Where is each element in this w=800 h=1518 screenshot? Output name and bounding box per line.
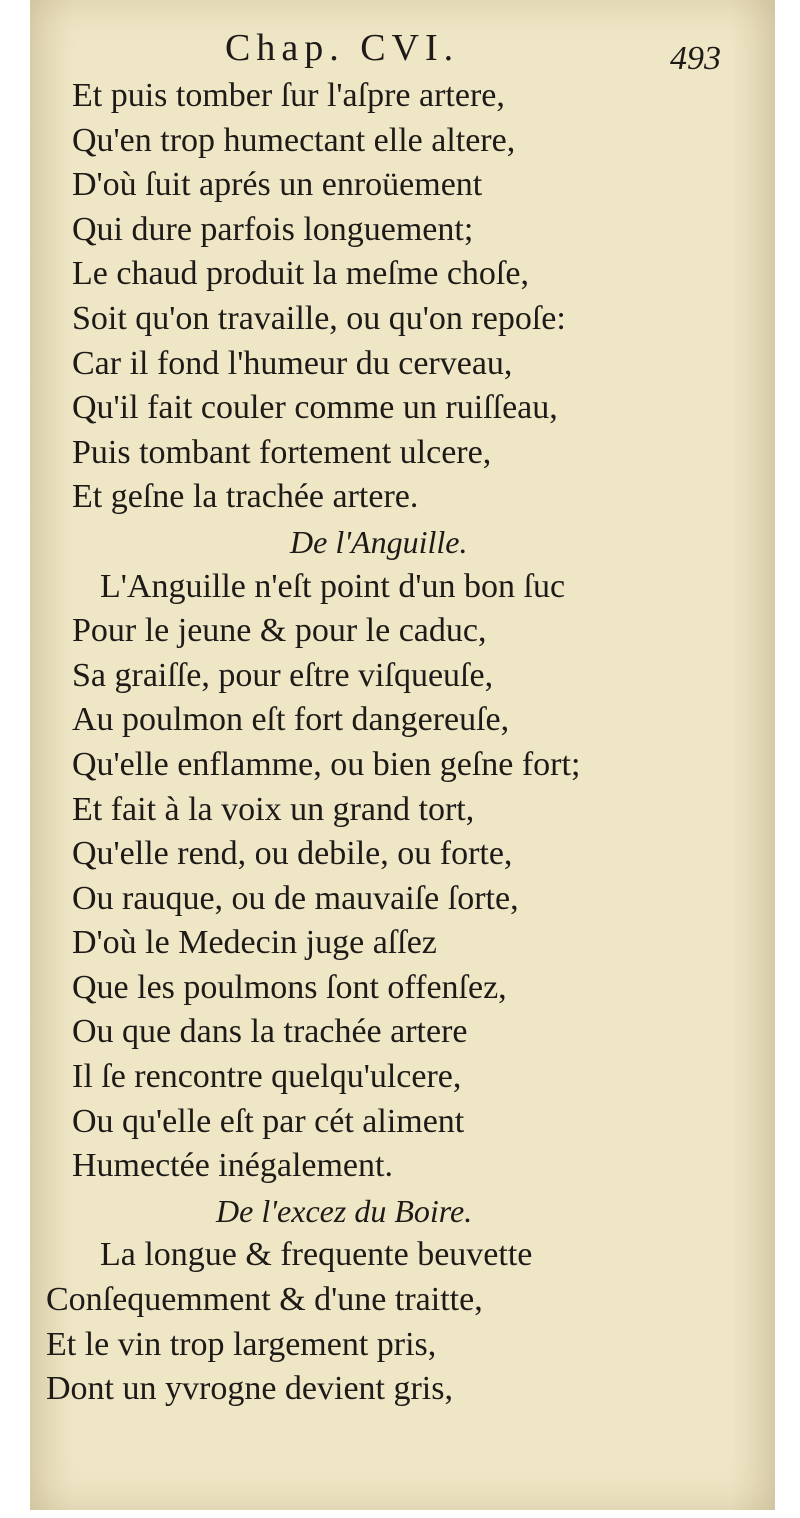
verse-line: Soit qu'on travaille, ou qu'on repoſe: (72, 299, 566, 337)
verse-line: D'où le Medecin juge aſſez (72, 924, 437, 962)
book-page (30, 0, 775, 1510)
verse-line: Humectée inégalement. (72, 1147, 393, 1185)
section-heading-anguille: De l'Anguille. (290, 523, 468, 560)
verse-line: Pour le jeune & pour le caduc, (72, 612, 487, 650)
verse-line: Il ſe rencontre quelqu'ulcere, (72, 1058, 462, 1096)
verse-line: Dont un yvrogne devient gris, (46, 1370, 453, 1408)
verse-line: Le chaud produit la meſme choſe, (72, 255, 529, 293)
verse-line: Et le vin trop largement pris, (46, 1325, 437, 1363)
verse-line: D'où ſuit aprés un enroüement (72, 166, 483, 204)
running-title: Chap. CVI. (225, 27, 460, 69)
verse-block-3 (30, 1233, 775, 1411)
verse-line: Car il fond l'humeur du cerveau, (72, 344, 513, 382)
verse-line: Sa graiſſe, pour eſtre viſqueuſe, (72, 656, 494, 694)
verse-line: Qu'en trop humectant elle altere, (72, 121, 516, 159)
verse-line: Et fait à la voix un grand tort, (72, 790, 475, 828)
page-header (30, 26, 775, 76)
verse-block-1 (30, 74, 775, 520)
page-body (30, 74, 775, 1412)
verse-block-2 (30, 565, 775, 1189)
verse-line: L'Anguille n'eſt point d'un bon ſuc (100, 567, 566, 605)
verse-line: Ou rauque, ou de mauvaiſe ſorte, (72, 879, 519, 917)
verse-line: Puis tombant fortement ulcere, (72, 433, 492, 471)
verse-line: Qu'elle enflamme, ou bien geſne fort; (72, 745, 581, 783)
verse-line: Au poulmon eſt fort dangereuſe, (72, 701, 510, 739)
verse-line: Qui dure parfois longuement; (72, 210, 474, 248)
verse-line: Ou que dans la trachée artere (72, 1013, 468, 1051)
page-number: 493 (670, 40, 721, 77)
verse-line: Et puis tomber ſur l'aſpre artere, (72, 77, 505, 114)
verse-line: La longue & frequente beuvette (100, 1236, 533, 1274)
verse-line: Qu'elle rend, ou debile, ou forte, (72, 835, 513, 873)
verse-line: Et geſne la trachée artere. (72, 478, 419, 516)
verse-line: Qu'il fait couler comme un ruiſſeau, (72, 389, 558, 427)
verse-line: Que les poulmons ſont offenſez, (72, 968, 507, 1006)
section-heading-boire: De l'excez du Boire. (216, 1192, 473, 1229)
verse-line: Conſequemment & d'une traitte, (46, 1281, 483, 1319)
verse-line: Ou qu'elle eſt par cét aliment (72, 1102, 465, 1140)
